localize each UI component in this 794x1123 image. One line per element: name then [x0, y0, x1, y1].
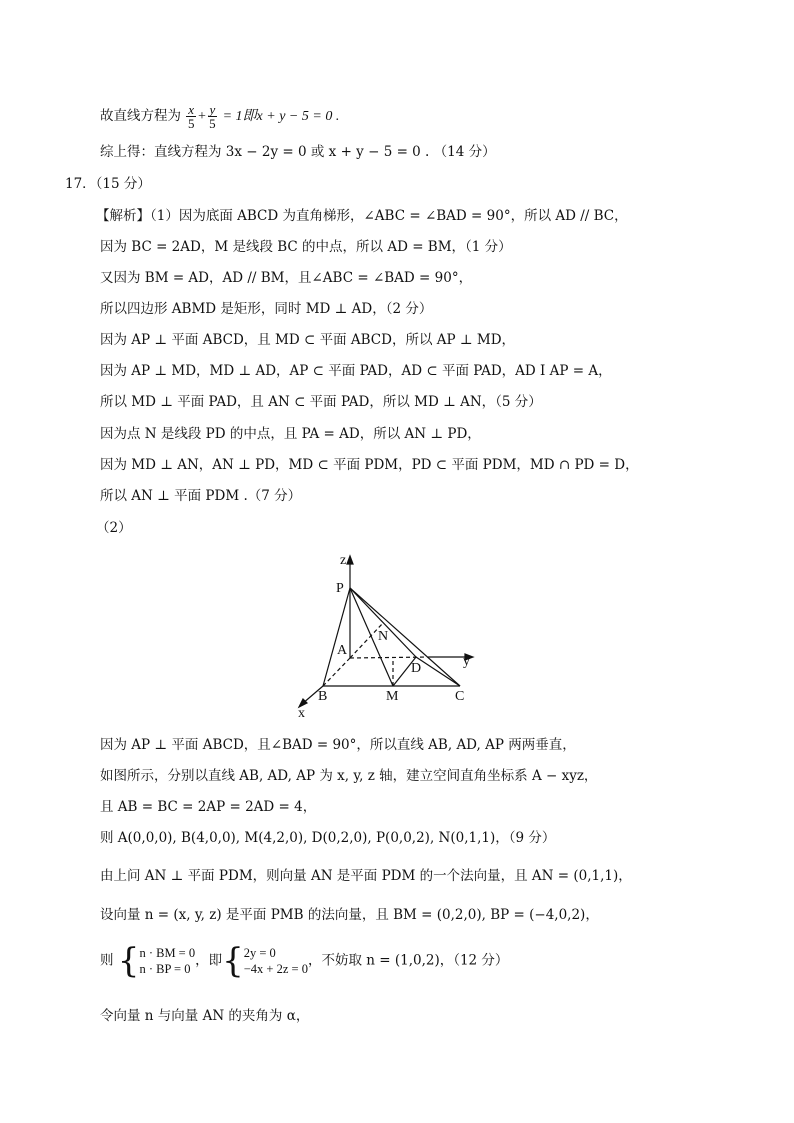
equation-rest: = 1即x + y − 5 = 0 . [222, 109, 340, 124]
label-C: C [455, 689, 465, 704]
line-equation-1 [100, 103, 339, 130]
part2-line-5: 由上问 AN ⊥ 平面 PDM，则向量 AN 是平面 PDM 的一个法向量，且 AN = (0,1,1)， [100, 868, 632, 884]
solution-line-6: 因为 AP ⊥ MD，MD ⊥ AD，AP ⊂ 平面 PAD，AD ⊂ 平面 PAD，AD I AP = A， [100, 363, 612, 379]
label-x: x [298, 706, 305, 720]
z-arrow-icon [347, 556, 353, 564]
part2-line-6: 设向量 n = (x, y, z) 是平面 PMB 的法向量，且 BM = (0,2,0), BP = (−4,0,2)， [100, 907, 599, 923]
solution-line-1: 【解析】（1）因为底面 ABCD 为直角梯形，∠ABC = ∠BAD = 90°，所以 AD // BC， [96, 208, 628, 224]
part2-line-1: 因为 AP ⊥ 平面 ABCD，且∠BAD = 90°，所以直线 AB, AD, AP 两两垂直， [100, 737, 576, 753]
label-D: D [411, 661, 422, 676]
solution-line-2: 因为 BC = 2AD，M 是线段 BC 的中点，所以 AD = BM，（1 分） [100, 239, 512, 255]
text: 则 [100, 952, 114, 969]
system-row: −4x + 2z = 0 [243, 962, 308, 976]
label-A: A [337, 643, 348, 658]
system-row: 2y = 0 [243, 946, 276, 960]
label-B: B [318, 689, 328, 704]
part2-line-3: 且 AB = BC = 2AP = 2AD = 4， [100, 799, 317, 815]
fraction-x-over-5 [186, 103, 196, 130]
solution-line-8: 因为点 N 是线段 PD 的中点，且 PA = AD，所以 AN ⊥ PD， [100, 426, 481, 442]
fraction-y-over-5 [208, 103, 218, 130]
numerator: x [188, 102, 195, 117]
brace-icon: { [222, 941, 244, 981]
solution-line-10: 所以 AN ⊥ 平面 PDM .（7 分） [100, 488, 302, 504]
plus-sign: + [197, 109, 207, 124]
system-row: n · BM = 0 [139, 946, 196, 960]
solution-line-4: 所以四边形 ABMD 是矩形，同时 MD ⊥ AD，（2 分） [100, 301, 433, 317]
part2-line-7-system [100, 941, 509, 981]
brace-icon: { [117, 941, 140, 981]
text: ，不妨取 n = (1,0,2)，（12 分） [307, 952, 509, 969]
solution-line-7: 所以 MD ⊥ 平面 PAD，且 AN ⊂ 平面 PAD，所以 MD ⊥ AN，（5 分） [100, 394, 542, 410]
label-z: z [340, 553, 347, 568]
label-P: P [336, 581, 344, 596]
solution-line-5: 因为 AP ⊥ 平面 ABCD，且 MD ⊂ 平面 ABCD，所以 AP ⊥ MD， [100, 332, 516, 348]
edge-DC [416, 657, 460, 686]
equation-system-1 [117, 941, 196, 981]
part2-line-8: 令向量 n 与向量 AN 的夹角为 α， [100, 1008, 310, 1024]
label-M: M [386, 689, 399, 704]
edge-PB [323, 588, 350, 686]
label-N: N [378, 629, 389, 644]
text: 故直线方程为 [100, 108, 181, 124]
denominator: 5 [209, 116, 216, 131]
label-y: y [463, 654, 470, 669]
system-row: n · BP = 0 [139, 962, 191, 976]
pyramid-figure [290, 550, 490, 720]
question-17-header: 17．（15 分） [65, 176, 151, 192]
denominator: 5 [187, 116, 195, 131]
part-2-label: （2） [96, 520, 132, 536]
numerator: y [209, 102, 216, 117]
line-conclusion: 综上得：直线方程为 3x − 2y = 0 或 x + y − 5 = 0 . （14 分） [100, 144, 496, 160]
solution-line-3: 又因为 BM = AD，AD // BM，且∠ABC = ∠BAD = 90°， [100, 270, 473, 286]
equation-system-2 [222, 941, 308, 981]
solution-line-9: 因为 MD ⊥ AN，AN ⊥ PD，MD ⊂ 平面 PDM，PD ⊂ 平面 PDM，MD ∩ PD = D， [100, 457, 639, 473]
part2-line-2: 如图所示，分别以直线 AB, AD, AP 为 x, y, z 轴，建立空间直角坐标系 A − xyz， [100, 768, 598, 784]
text: ，即 [195, 952, 223, 969]
part2-line-4: 则 A(0,0,0), B(4,0,0), M(4,2,0), D(0,2,0), P(0,0,2), N(0,1,1)，（9 分） [100, 830, 556, 846]
